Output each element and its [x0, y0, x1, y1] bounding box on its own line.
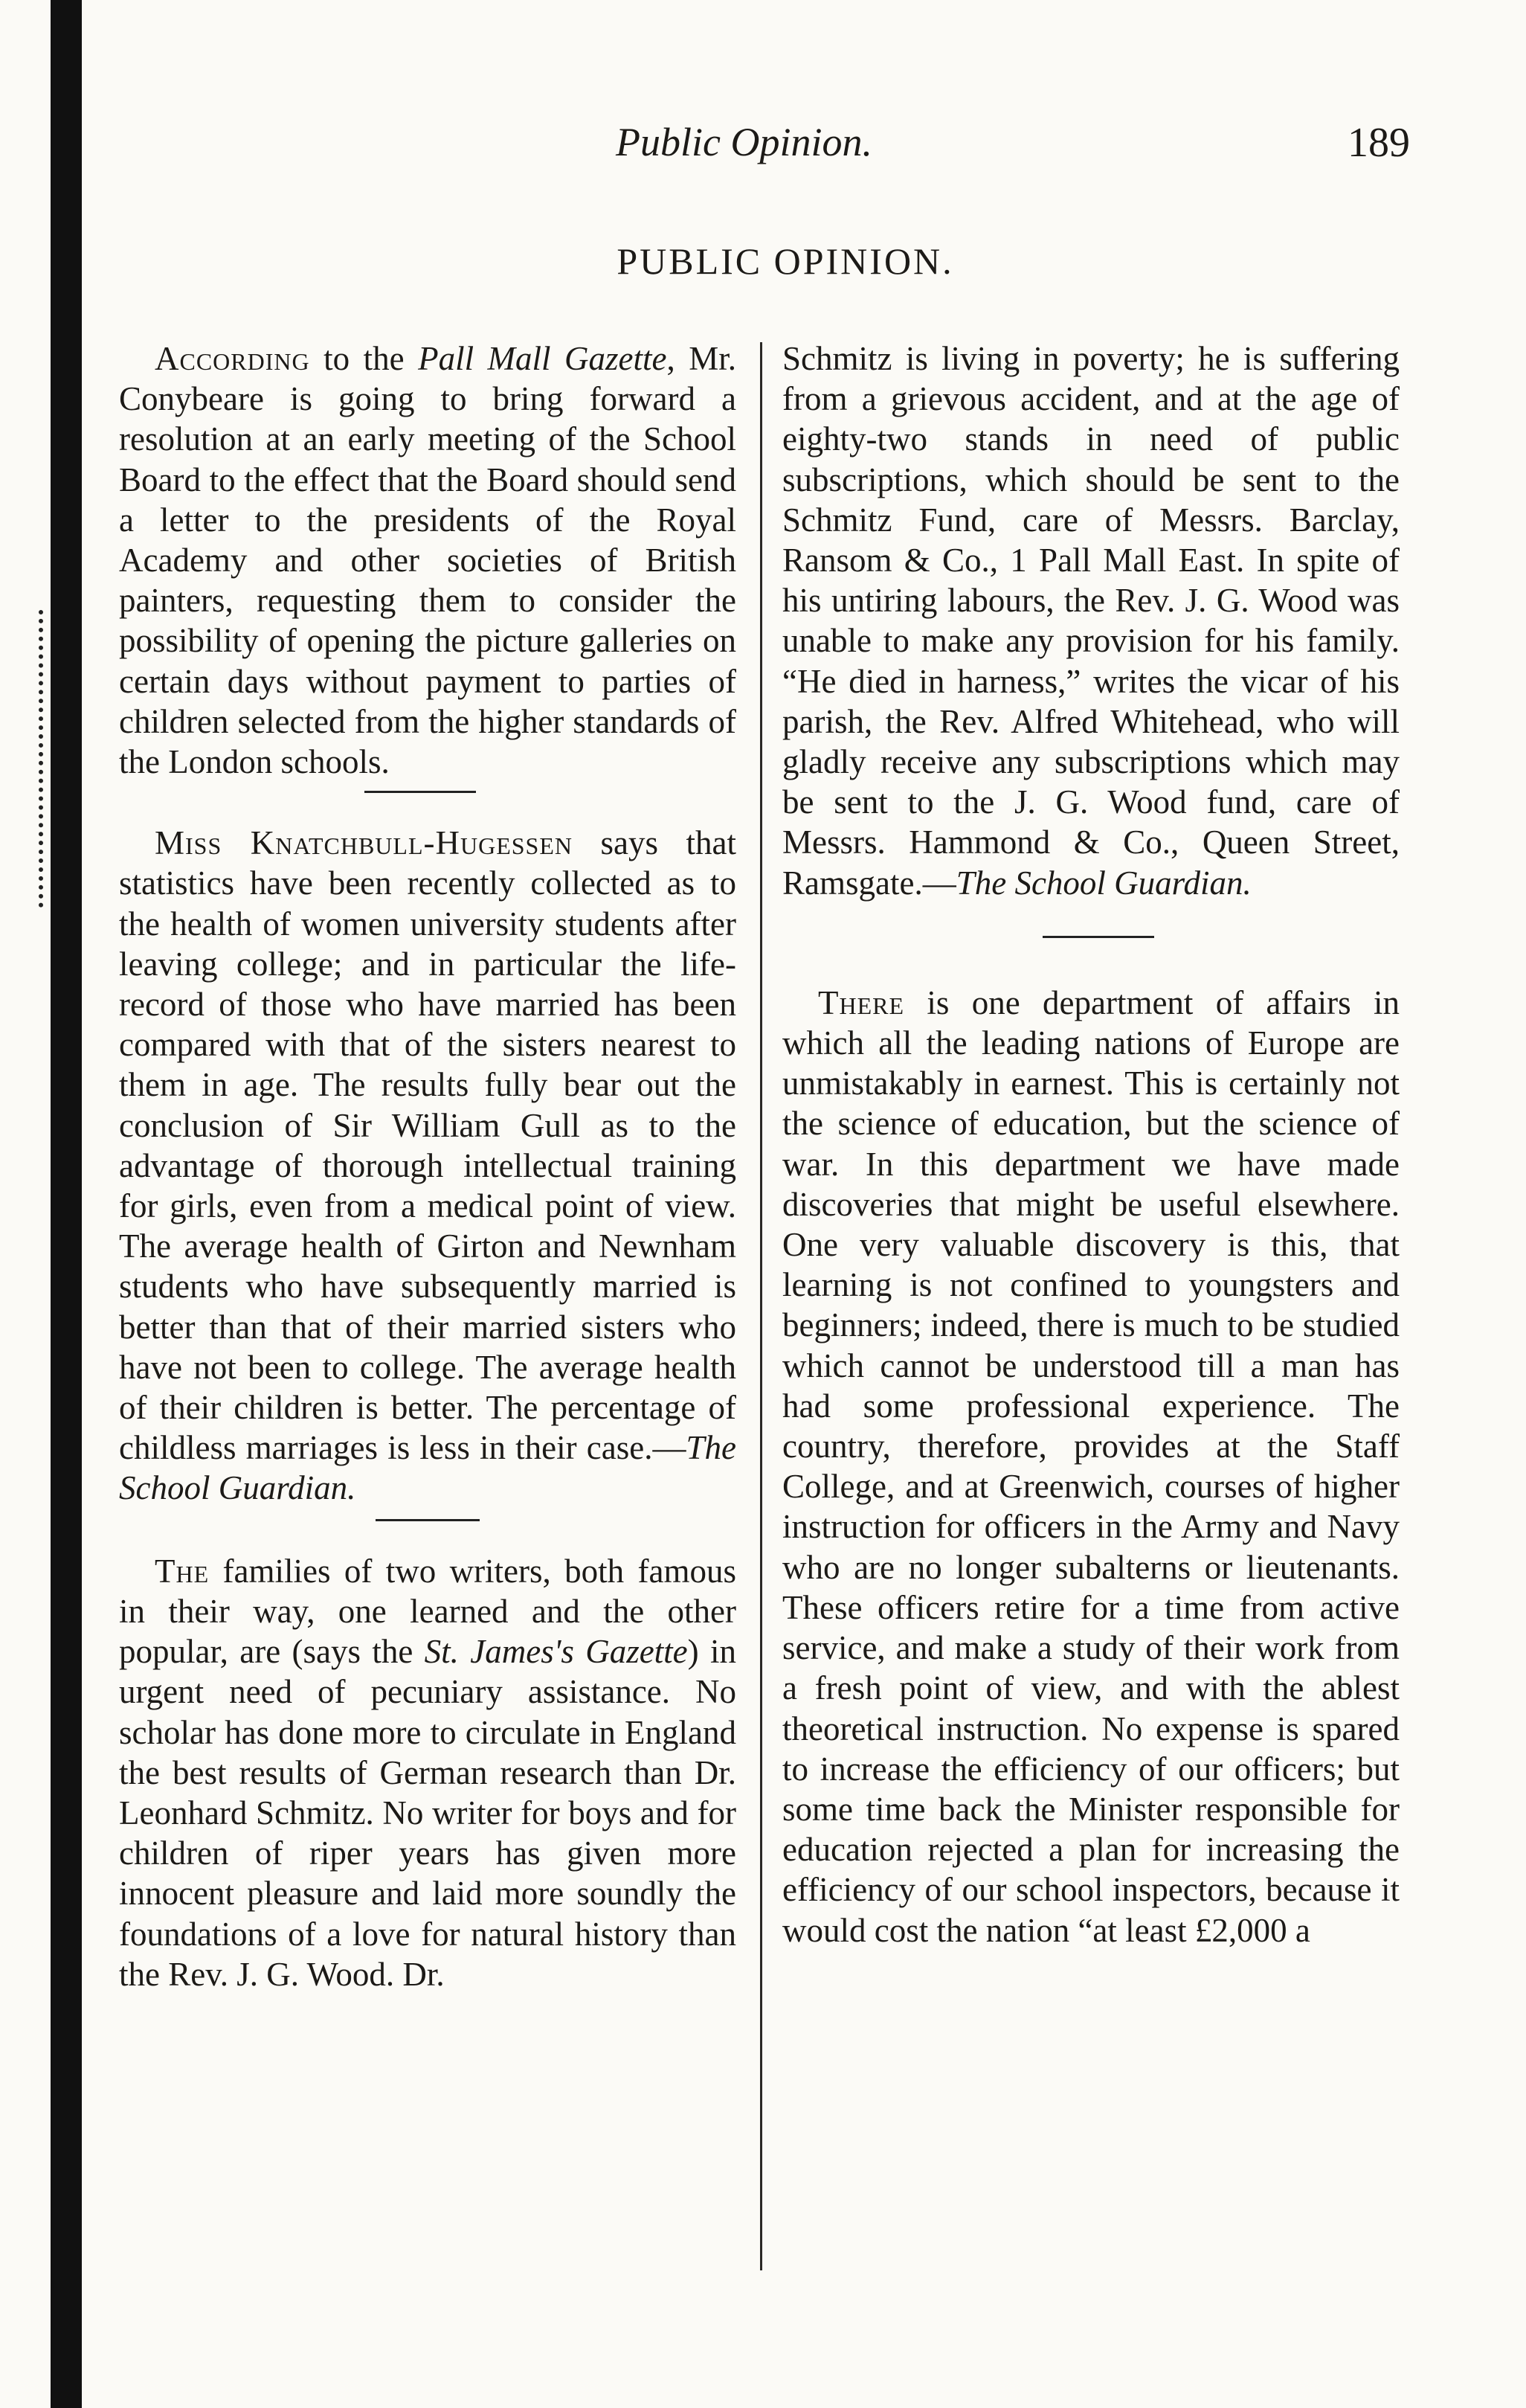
binding-edge-shadow — [51, 0, 82, 2408]
source-citation: St. James's Gazette — [424, 1633, 688, 1671]
article-text: is one department of affairs in which all the leading nations of Europe are unmistakably in earnest. This is certainly not the science of education, but the science of war. In this department we have made discoveries that might be useful elsewhere. One very valuable discovery is this, that learning is not confined to youngsters and beginners; indeed, there is much to be studied which cannot be understood till a man has had some professional experience. The country, therefore, provides at the Staff College, and at Greenwich, courses of higher instruction for officers in the Army and Navy who are no longer subalterns or lieutenants. These officers retire for a time from active service, and make a study of their work from a fresh point of view, and with the ablest theoretical instruction. No expense is spared to increase the efficiency of our officers; but some time back the Minister responsible for education rejected a plan for increasing the efficiency of our school inspectors, because it would cost the nation “at least £2,000 a — [782, 983, 1400, 1949]
running-head — [0, 119, 1526, 179]
source-citation: The School Guardian. — [119, 1429, 736, 1507]
binding-edge-tears — [39, 610, 73, 908]
article-text: to the — [309, 340, 419, 377]
section-rule — [376, 1519, 480, 1521]
left-column — [119, 338, 736, 1994]
article-text: , Mr. Conybeare is going to bring forward a resolution at an early meeting of the School Board to the effect that the Board should send a letter to the presidents of the Royal Academy and other societies of British painters, requesting them to consider the possibility of opening the picture galleries on certain days without payment to parties of children selected from the higher standards of the London schools. — [119, 340, 737, 781]
column-divider — [760, 342, 762, 2270]
source-citation: Pall Mall Gazette — [418, 340, 667, 377]
article-text: Schmitz is living in poverty; he is suffering from a grievous accident, and at the age of eighty-two stands in need of public subscriptions, which should be sent to the Schmitz Fund, care of Messrs. Barclay, Ransom & Co., 1 Pall Mall East. In spite of his untiring labours, the Rev. J. G. Wood was unable to make any provision for his family. “He died in harness,” writes the vicar of his parish, the Rev. Alfred Whitehead, who will gladly receive any subscriptions which may be sent to the J. G. Wood fund, care of Messrs. Hammond & Co., Queen Street, Ramsgate.— — [782, 340, 1400, 902]
running-title: Public Opinion. — [616, 120, 872, 164]
right-column — [782, 338, 1400, 1951]
article-text: says that statistics have been recently collected as to the health of women university students after leaving college; and in particular the life-record of those who have married has been compared with that of the sisters nearest to them in age. The results fully bear out the conclusion of Sir William Gull as to the advantage of thorough intellectual training for girls, even from a medical point of view. The average health of Girton and Newnham students who have subsequently married is better than that of their married sisters who have not been to college. The average health of their children is better. The percentage of childless marriages is less in their case.— — [119, 824, 736, 1467]
section-rule — [364, 791, 476, 793]
lead-word: There — [818, 983, 905, 1021]
lead-word: Miss Knatchbull-Hugessen — [155, 824, 573, 862]
article-knatchbull-hugessen — [119, 823, 736, 1508]
source-citation: The School Guardian. — [956, 864, 1252, 902]
article-text: ) in urgent need of pecuniary assistance. No scholar has done more to circulate in England the best results of German research than Dr. Leonhard Schmitz. No writer for boys and for children of riper years has given more innocent pleasure and laid more soundly the foundations of a love for natural history than the Rev. J. G. Wood. Dr. — [119, 1633, 736, 1993]
article-schmitz-continued — [782, 338, 1400, 903]
section-rule — [1043, 936, 1154, 938]
lead-word: According — [155, 340, 310, 377]
article-pall-mall — [119, 338, 736, 782]
lead-word: The — [155, 1552, 210, 1590]
article-two-writers — [119, 1551, 736, 1994]
article-text: families of two writers, both famous in their way, one learned and the other popular, are (says the — [119, 1552, 736, 1671]
section-title: PUBLIC OPINION. — [616, 240, 954, 282]
page-number: 189 — [1348, 120, 1410, 166]
article-science-of-war — [782, 983, 1400, 1951]
